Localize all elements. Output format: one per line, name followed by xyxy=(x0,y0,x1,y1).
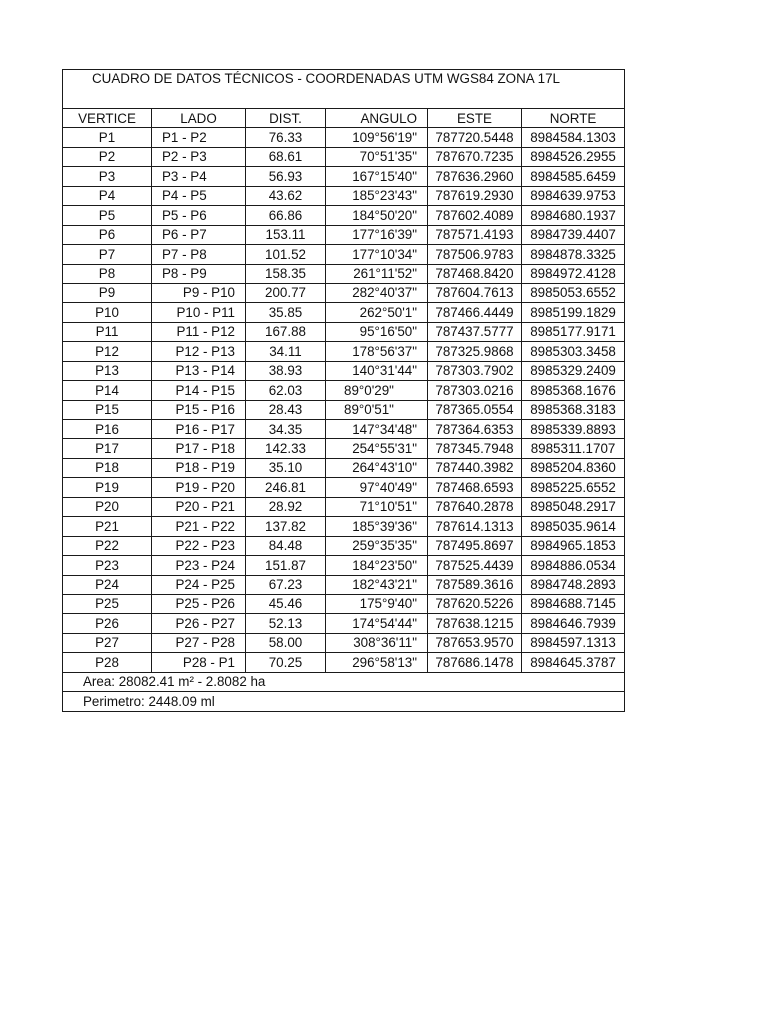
dist-cell: 38.93 xyxy=(246,361,326,380)
vertice-cell: P13 xyxy=(63,361,152,380)
lado-cell: P26 - P27 xyxy=(152,614,246,633)
table-row xyxy=(63,536,625,555)
table-row xyxy=(63,322,625,341)
norte-cell: 8984748.2893 xyxy=(522,575,625,594)
vertice-cell: P4 xyxy=(63,186,152,205)
angulo-cell: 178°56'37" xyxy=(326,342,428,361)
vertice-cell: P11 xyxy=(63,322,152,341)
angulo-cell: 177°10'34" xyxy=(326,245,428,264)
dist-cell: 66.86 xyxy=(246,206,326,225)
vertice-cell: P23 xyxy=(63,556,152,575)
norte-cell: 8985048.2917 xyxy=(522,497,625,516)
vertice-cell: P15 xyxy=(63,400,152,419)
este-cell: 787440.3982 xyxy=(428,458,522,477)
norte-cell: 8985053.6552 xyxy=(522,283,625,302)
table-row xyxy=(63,167,625,186)
angulo-cell: 184°23'50" xyxy=(326,556,428,575)
este-cell: 787525.4439 xyxy=(428,556,522,575)
table-row xyxy=(63,361,625,380)
dist-cell: 35.85 xyxy=(246,303,326,322)
table-row xyxy=(63,478,625,497)
angulo-cell: 185°39'36" xyxy=(326,517,428,536)
vertice-cell: P21 xyxy=(63,517,152,536)
lado-cell: P14 - P15 xyxy=(152,381,246,400)
este-cell: 787640.2878 xyxy=(428,497,522,516)
dist-cell: 28.43 xyxy=(246,400,326,419)
norte-cell: 8985368.3183 xyxy=(522,400,625,419)
table-title: CUADRO DE DATOS TÉCNICOS - COORDENADAS UTM WGS84 ZONA 17L xyxy=(63,70,625,109)
norte-cell: 8984584.1303 xyxy=(522,128,625,147)
table-row xyxy=(63,653,625,672)
angulo-cell: 264°43'10" xyxy=(326,458,428,477)
lado-cell: P9 - P10 xyxy=(152,283,246,302)
table-row xyxy=(63,614,625,633)
dist-cell: 246.81 xyxy=(246,478,326,497)
header-angulo: ANGULO xyxy=(326,109,428,128)
vertice-cell: P19 xyxy=(63,478,152,497)
vertice-cell: P8 xyxy=(63,264,152,283)
angulo-cell: 262°50'1" xyxy=(326,303,428,322)
angulo-cell: 182°43'21" xyxy=(326,575,428,594)
este-cell: 787365.0554 xyxy=(428,400,522,419)
angulo-cell: 184°50'20" xyxy=(326,206,428,225)
table-row xyxy=(63,245,625,264)
este-cell: 787364.6353 xyxy=(428,420,522,439)
dist-cell: 137.82 xyxy=(246,517,326,536)
angulo-cell: 70°51'35" xyxy=(326,147,428,166)
angulo-cell: 175°9'40" xyxy=(326,594,428,613)
este-cell: 787670.7235 xyxy=(428,147,522,166)
norte-cell: 8985368.1676 xyxy=(522,381,625,400)
este-cell: 787589.3616 xyxy=(428,575,522,594)
angulo-cell: 167°15'40" xyxy=(326,167,428,186)
lado-cell: P24 - P25 xyxy=(152,575,246,594)
angulo-cell: 89°0'29" xyxy=(326,381,428,400)
lado-cell: P23 - P24 xyxy=(152,556,246,575)
angulo-cell: 308°36'11" xyxy=(326,633,428,652)
lado-cell: P20 - P21 xyxy=(152,497,246,516)
este-cell: 787638.1215 xyxy=(428,614,522,633)
lado-cell: P15 - P16 xyxy=(152,400,246,419)
norte-cell: 8985199.1829 xyxy=(522,303,625,322)
dist-cell: 167.88 xyxy=(246,322,326,341)
angulo-cell: 89°0'51" xyxy=(326,400,428,419)
vertice-cell: P7 xyxy=(63,245,152,264)
norte-cell: 8984886.0534 xyxy=(522,556,625,575)
dist-cell: 62.03 xyxy=(246,381,326,400)
este-cell: 787437.5777 xyxy=(428,322,522,341)
norte-cell: 8984526.2955 xyxy=(522,147,625,166)
lado-cell: P8 - P9 xyxy=(152,264,246,283)
table-row xyxy=(63,283,625,302)
norte-cell: 8984646.7939 xyxy=(522,614,625,633)
lado-cell: P2 - P3 xyxy=(152,147,246,166)
vertice-cell: P6 xyxy=(63,225,152,244)
lado-cell: P19 - P20 xyxy=(152,478,246,497)
dist-cell: 34.35 xyxy=(246,420,326,439)
vertice-cell: P3 xyxy=(63,167,152,186)
angulo-cell: 71°10'51" xyxy=(326,497,428,516)
perimetro-summary: Perimetro: 2448.09 ml xyxy=(63,692,625,711)
dist-cell: 101.52 xyxy=(246,245,326,264)
lado-cell: P3 - P4 xyxy=(152,167,246,186)
este-cell: 787614.1313 xyxy=(428,517,522,536)
norte-cell: 8984739.4407 xyxy=(522,225,625,244)
lado-cell: P13 - P14 xyxy=(152,361,246,380)
table-row xyxy=(63,128,625,147)
lado-cell: P22 - P23 xyxy=(152,536,246,555)
norte-cell: 8984965.1853 xyxy=(522,536,625,555)
angulo-cell: 254°55'31" xyxy=(326,439,428,458)
vertice-cell: P2 xyxy=(63,147,152,166)
table-row xyxy=(63,458,625,477)
header-vertice: VERTICE xyxy=(63,109,152,128)
lado-cell: P11 - P12 xyxy=(152,322,246,341)
table-row xyxy=(63,420,625,439)
norte-cell: 8984645.3787 xyxy=(522,653,625,672)
vertice-cell: P27 xyxy=(63,633,152,652)
header-este: ESTE xyxy=(428,109,522,128)
norte-cell: 8984585.6459 xyxy=(522,167,625,186)
table-row xyxy=(63,439,625,458)
table-row xyxy=(63,186,625,205)
norte-cell: 8984639.9753 xyxy=(522,186,625,205)
norte-cell: 8985035.9614 xyxy=(522,517,625,536)
dist-cell: 70.25 xyxy=(246,653,326,672)
vertice-cell: P12 xyxy=(63,342,152,361)
table-row xyxy=(63,400,625,419)
este-cell: 787468.8420 xyxy=(428,264,522,283)
lado-cell: P21 - P22 xyxy=(152,517,246,536)
table-row xyxy=(63,594,625,613)
area-summary: Area: 28082.41 m² - 2.8082 ha xyxy=(63,672,625,691)
dist-cell: 153.11 xyxy=(246,225,326,244)
dist-cell: 84.48 xyxy=(246,536,326,555)
lado-cell: P18 - P19 xyxy=(152,458,246,477)
vertice-cell: P1 xyxy=(63,128,152,147)
vertice-cell: P25 xyxy=(63,594,152,613)
header-dist: DIST. xyxy=(246,109,326,128)
vertice-cell: P18 xyxy=(63,458,152,477)
angulo-cell: 97°40'49" xyxy=(326,478,428,497)
table-row xyxy=(63,517,625,536)
lado-cell: P27 - P28 xyxy=(152,633,246,652)
dist-cell: 34.11 xyxy=(246,342,326,361)
vertice-cell: P16 xyxy=(63,420,152,439)
norte-cell: 8984878.3325 xyxy=(522,245,625,264)
este-cell: 787466.4449 xyxy=(428,303,522,322)
lado-cell: P10 - P11 xyxy=(152,303,246,322)
este-cell: 787468.6593 xyxy=(428,478,522,497)
lado-cell: P16 - P17 xyxy=(152,420,246,439)
dist-cell: 58.00 xyxy=(246,633,326,652)
angulo-cell: 185°23'43" xyxy=(326,186,428,205)
dist-cell: 67.23 xyxy=(246,575,326,594)
este-cell: 787602.4089 xyxy=(428,206,522,225)
angulo-cell: 109°56'19" xyxy=(326,128,428,147)
este-cell: 787345.7948 xyxy=(428,439,522,458)
angulo-cell: 140°31'44" xyxy=(326,361,428,380)
angulo-cell: 147°34'48" xyxy=(326,420,428,439)
table-row xyxy=(63,147,625,166)
lado-cell: P1 - P2 xyxy=(152,128,246,147)
angulo-cell: 174°54'44" xyxy=(326,614,428,633)
area-row xyxy=(63,672,625,691)
vertice-cell: P5 xyxy=(63,206,152,225)
dist-cell: 35.10 xyxy=(246,458,326,477)
norte-cell: 8985339.8893 xyxy=(522,420,625,439)
vertice-cell: P10 xyxy=(63,303,152,322)
table-row xyxy=(63,342,625,361)
norte-cell: 8984688.7145 xyxy=(522,594,625,613)
dist-cell: 151.87 xyxy=(246,556,326,575)
lado-cell: P28 - P1 xyxy=(152,653,246,672)
table-row xyxy=(63,633,625,652)
vertice-cell: P24 xyxy=(63,575,152,594)
angulo-cell: 177°16'39" xyxy=(326,225,428,244)
este-cell: 787653.9570 xyxy=(428,633,522,652)
lado-cell: P5 - P6 xyxy=(152,206,246,225)
norte-cell: 8985177.9171 xyxy=(522,322,625,341)
este-cell: 787303.0216 xyxy=(428,381,522,400)
este-cell: 787619.2930 xyxy=(428,186,522,205)
coordinates-table xyxy=(62,69,625,712)
este-cell: 787571.4193 xyxy=(428,225,522,244)
dist-cell: 76.33 xyxy=(246,128,326,147)
dist-cell: 45.46 xyxy=(246,594,326,613)
table-row xyxy=(63,556,625,575)
header-lado: LADO xyxy=(152,109,246,128)
este-cell: 787506.9783 xyxy=(428,245,522,264)
este-cell: 787325.9868 xyxy=(428,342,522,361)
angulo-cell: 259°35'35" xyxy=(326,536,428,555)
perimetro-row xyxy=(63,692,625,711)
norte-cell: 8985225.6552 xyxy=(522,478,625,497)
vertice-cell: P28 xyxy=(63,653,152,672)
table-row xyxy=(63,206,625,225)
dist-cell: 158.35 xyxy=(246,264,326,283)
vertice-cell: P9 xyxy=(63,283,152,302)
vertice-cell: P17 xyxy=(63,439,152,458)
vertice-cell: P20 xyxy=(63,497,152,516)
norte-cell: 8984680.1937 xyxy=(522,206,625,225)
este-cell: 787720.5448 xyxy=(428,128,522,147)
dist-cell: 200.77 xyxy=(246,283,326,302)
norte-cell: 8985311.1707 xyxy=(522,439,625,458)
norte-cell: 8985329.2409 xyxy=(522,361,625,380)
este-cell: 787495.8697 xyxy=(428,536,522,555)
este-cell: 787604.7613 xyxy=(428,283,522,302)
dist-cell: 52.13 xyxy=(246,614,326,633)
header-row xyxy=(63,109,625,128)
table-row xyxy=(63,303,625,322)
dist-cell: 68.61 xyxy=(246,147,326,166)
angulo-cell: 95°16'50" xyxy=(326,322,428,341)
table-row xyxy=(63,264,625,283)
lado-cell: P7 - P8 xyxy=(152,245,246,264)
lado-cell: P25 - P26 xyxy=(152,594,246,613)
lado-cell: P17 - P18 xyxy=(152,439,246,458)
angulo-cell: 261°11'52" xyxy=(326,264,428,283)
dist-cell: 43.62 xyxy=(246,186,326,205)
norte-cell: 8985204.8360 xyxy=(522,458,625,477)
vertice-cell: P26 xyxy=(63,614,152,633)
dist-cell: 56.93 xyxy=(246,167,326,186)
dist-cell: 28.92 xyxy=(246,497,326,516)
table-row xyxy=(63,497,625,516)
norte-cell: 8984972.4128 xyxy=(522,264,625,283)
title-row xyxy=(63,70,625,109)
norte-cell: 8984597.1313 xyxy=(522,633,625,652)
angulo-cell: 296°58'13" xyxy=(326,653,428,672)
lado-cell: P4 - P5 xyxy=(152,186,246,205)
lado-cell: P6 - P7 xyxy=(152,225,246,244)
este-cell: 787620.5226 xyxy=(428,594,522,613)
este-cell: 787686.1478 xyxy=(428,653,522,672)
angulo-cell: 282°40'37" xyxy=(326,283,428,302)
vertice-cell: P14 xyxy=(63,381,152,400)
norte-cell: 8985303.3458 xyxy=(522,342,625,361)
table-row xyxy=(63,381,625,400)
lado-cell: P12 - P13 xyxy=(152,342,246,361)
vertice-cell: P22 xyxy=(63,536,152,555)
este-cell: 787303.7902 xyxy=(428,361,522,380)
este-cell: 787636.2960 xyxy=(428,167,522,186)
header-norte: NORTE xyxy=(522,109,625,128)
dist-cell: 142.33 xyxy=(246,439,326,458)
table-row xyxy=(63,225,625,244)
table-row xyxy=(63,575,625,594)
